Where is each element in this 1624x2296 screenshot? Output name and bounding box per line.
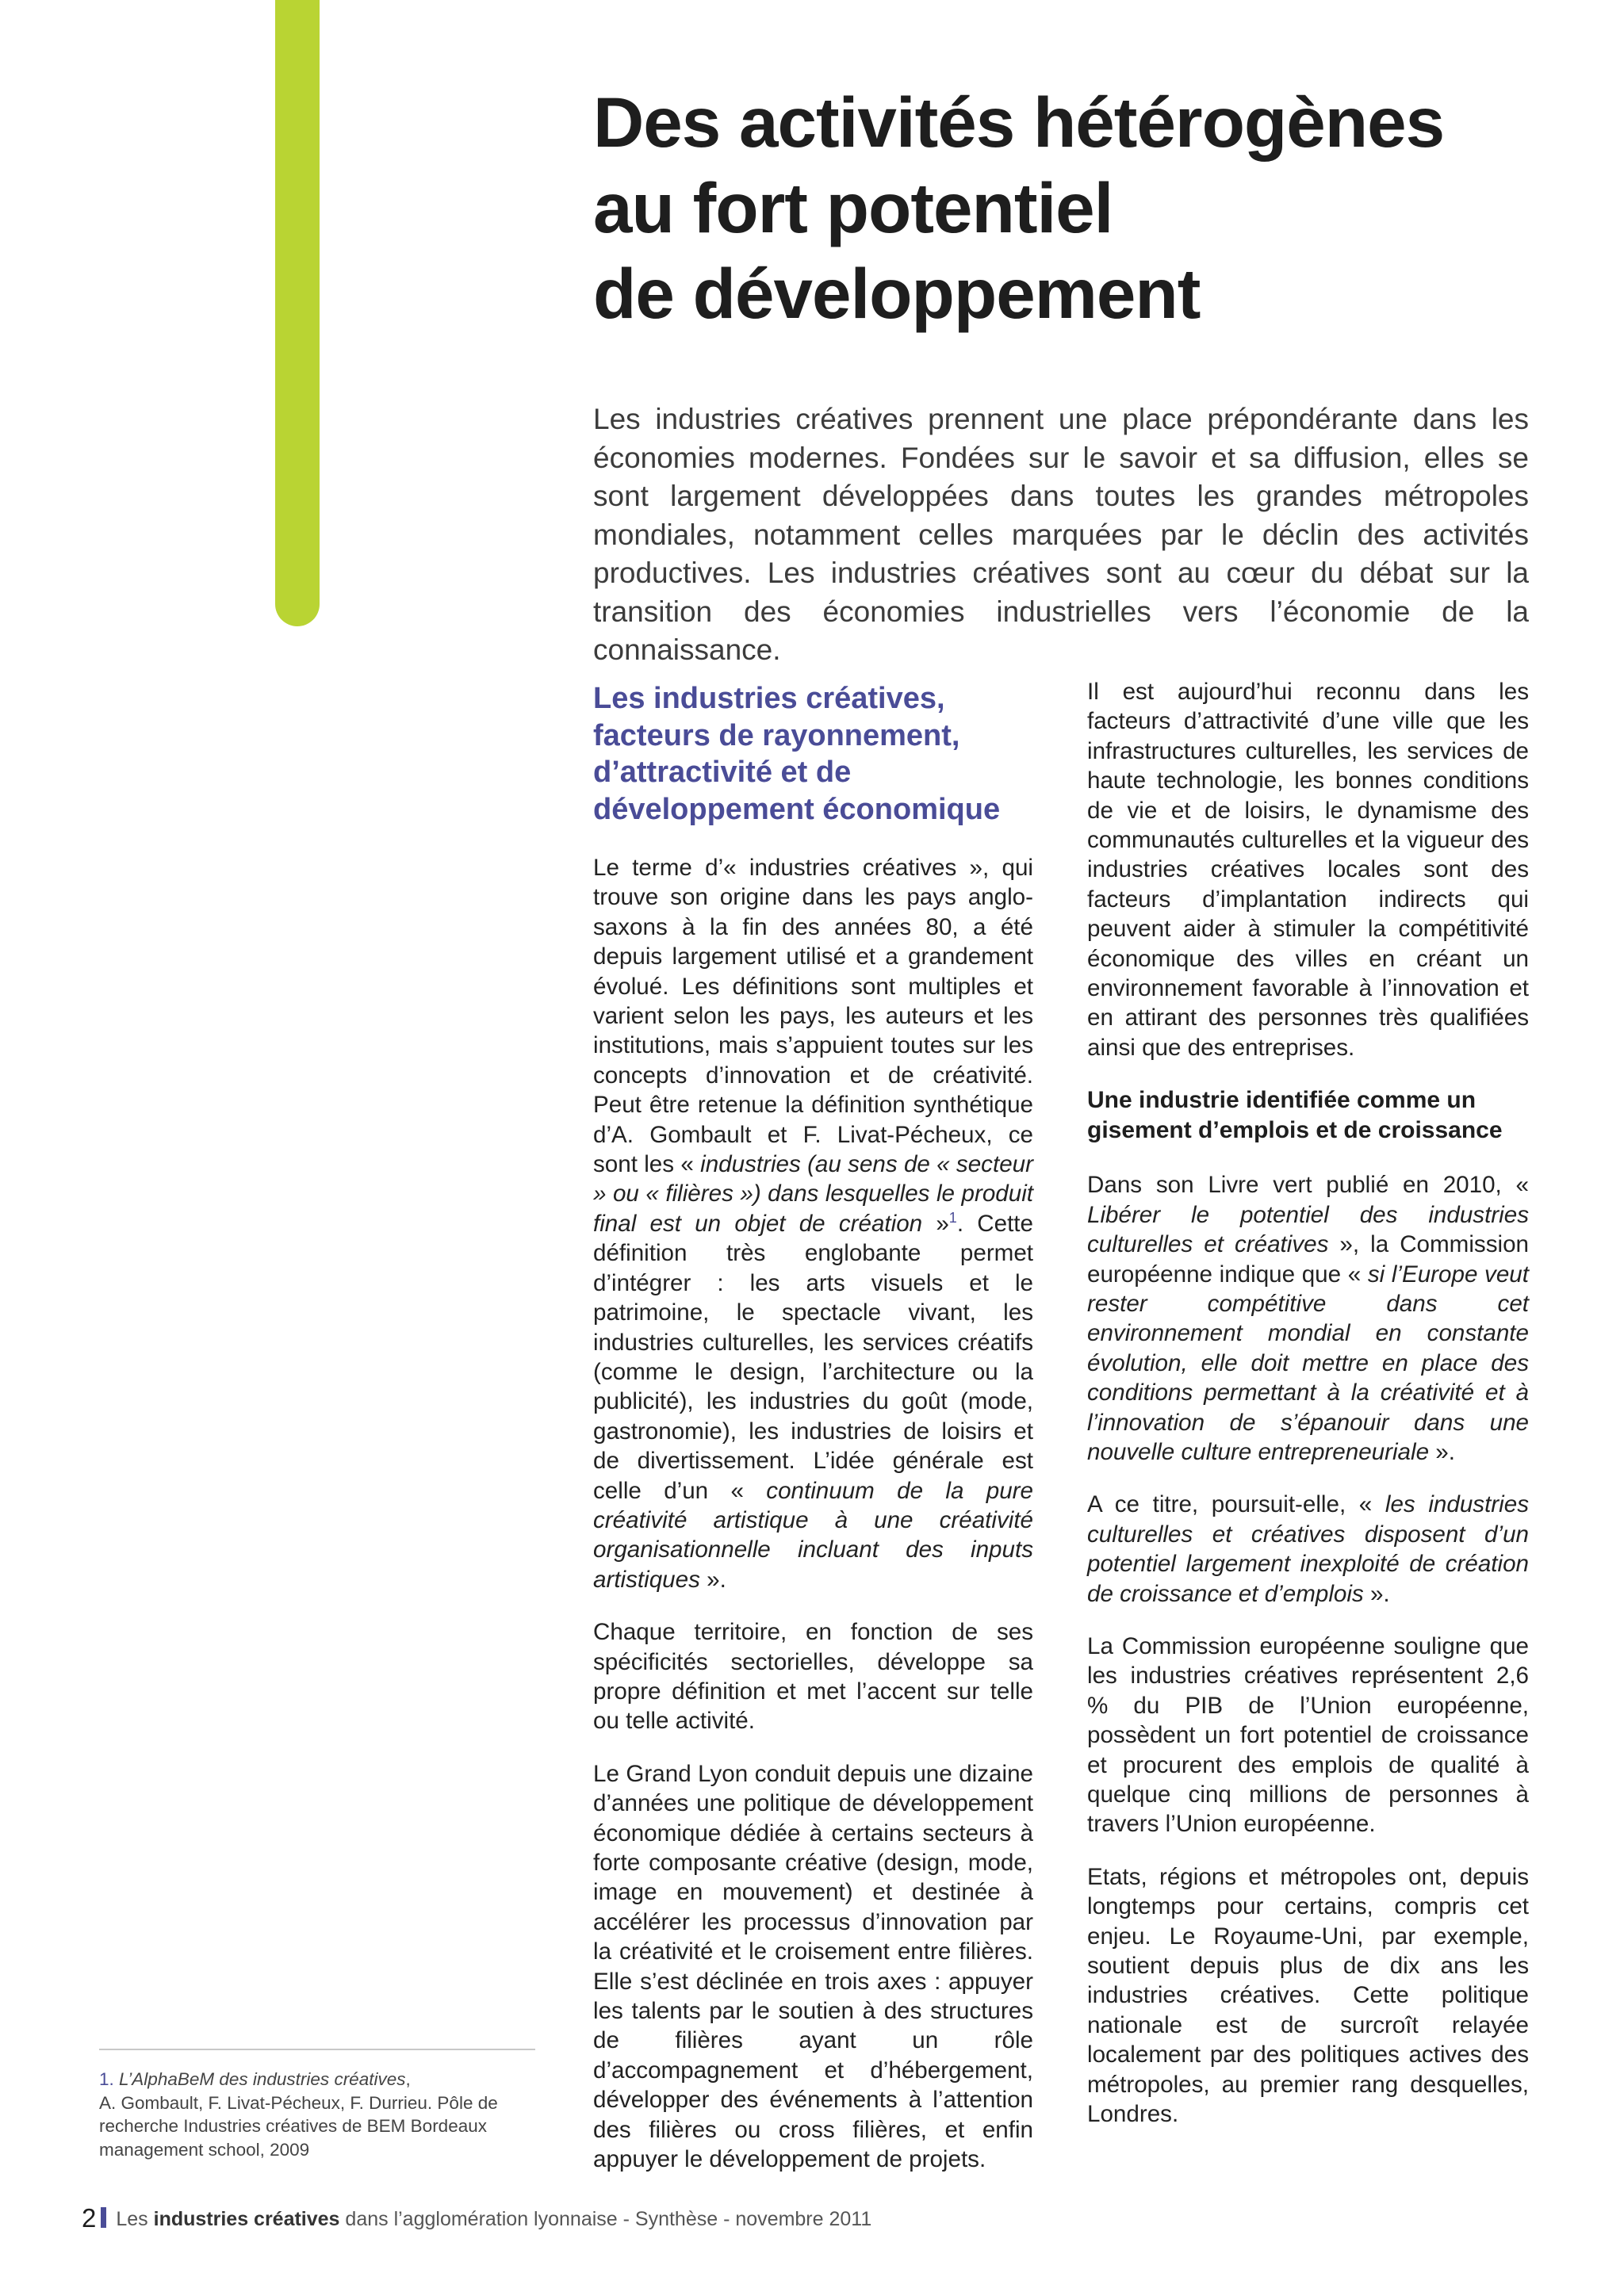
right-paragraph-1: Il est aujourd’hui reconnu dans les facteurs d’attractivité d’une ville que les infrastructures culturelles, les services de haute technologie, les bonnes conditions de vie et de loisirs, le dynamisme des communautés culturelles et la vigueur des industries créatives locales sont des facteurs d’implantation indirects qui peuvent aider à stimuler la compétitivité économique des villes en créant un environnement favorable à l’innovation et en attirant des personnes très qualifiées ainsi que des entreprises. [1087, 679, 1529, 1061]
right-paragraph-3: A ce titre, poursuit-elle, « les industries culturelles et créatives disposent d’un potentiel largement inexploité de création de croissance et d’emplois ». [1087, 1491, 1529, 1607]
page-number: 2 [82, 2203, 97, 2233]
footnote-number: 1. [99, 2069, 114, 2089]
footnote-divider [99, 2049, 535, 2050]
page-footer: 2 Les industries créatives dans l’agglomération lyonnaise - Synthèse - novembre 2011 [82, 2203, 872, 2233]
title-line-2: au fort potentiel [593, 168, 1113, 247]
right-paragraph-5: Etats, régions et métropoles ont, depuis longtemps pour certains, compris cet enjeu. Le Royaume-Uni, par exemple, soutient depuis plus de dix ans les industries créatives. Cette politique nationale est de surcroît relayée localement par des politiques actives des métropoles, au premier rang desquelles, Londres. [1087, 1863, 1529, 2128]
section-heading: Les industries créatives, facteurs de rayonnement, d’attractivité et de développement économique [593, 682, 1001, 826]
title-line-1: Des activités hétérogènes [593, 82, 1445, 162]
footnote-ref: 1 [948, 1210, 957, 1226]
footer-separator [101, 2207, 106, 2228]
right-paragraph-2: Dans son Livre vert publié en 2010, « Libérer le potentiel des industries culturelles et créatives », la Commission européenne indique que « si l’Europe veut rester compétitive dans cet environnement mondial en constante évolution, elle doit mettre en place des conditions permettant à la créativité et à l’innovation de s’épanouir dans une nouvelle culture entrepreneuriale ». [1087, 1172, 1529, 1465]
intro-paragraph: Les industries créatives prennent une place prépondérante dans les économies modernes. Fondées sur le savoir et sa diffusion, elles se sont largement développées dans toutes les grandes métropoles mondiales, notamment celles marquées par le déclin des activités productives. Les industries créatives sont au cœur du débat sur la transition des économies industrielles vers l’économie de la connaissance. [593, 403, 1529, 666]
page-title [593, 79, 1584, 336]
sub-heading: Une industrie identifiée comme un gisement d’emplois et de croissance [1087, 1087, 1503, 1143]
left-column [593, 680, 1033, 2197]
right-paragraph-4: La Commission européenne souligne que les industries créatives représentent 2,6 % du PIB de l’Union européenne, possèdent un fort potentiel de croissance et procurent des emplois de qualité à quelque cinq millions de personnes à travers l’Union européenne. [1087, 1632, 1529, 1838]
title-line-3: de développement [593, 254, 1201, 333]
right-column [1087, 680, 1529, 2152]
left-paragraph-1: Le terme d’« industries créatives », qui trouve son origine dans les pays anglo-saxons à la fin des années 80, a été depuis largement utilisé et a grandement évolué. Les définitions sont multiples et varient selon les pays, les auteurs et les institutions, mais s’appuient toutes sur les concepts d’innovation et de créativité. Peut être retenue la définition synthétique d’A. Gombault et F. Livat-Pécheux, ce sont les « industries (au sens de « secteur » ou « filières ») dans lesquelles le produit final est un objet de création »$^1$. Cette définition très englobante permet d’intégrer : les arts visuels et le patrimoine, le spectacle vivant, les industries culturelles, les services créatifs (comme le design, l’architecture ou la publicité), les industries du goût (mode, gastronomie), les industries de loisirs et de divertissement. L’idée générale est celle d’un « continuum de la pure créativité artistique à une créativité organisationnelle incluant des inputs artistiques ». [593, 855, 1033, 1593]
left-paragraph-3: Le Grand Lyon conduit depuis une dizaine d’années une politique de développement économique dédiée à certains secteurs à forte composante créative (design, mode, image en mouvement) et destinée à accélérer les processus d’innovation par la créativité et le croisement entre filières. Elle s’est déclinée en trois axes : appuyer les talents par le soutien à des structures de filières ayant un rôle d’accompagnement et d’hébergement, développer des événements à l’attention des filières ou cross filières, et enfin appuyer le développement de projets. [593, 1760, 1033, 2173]
footnote: 1. L’AlphaBeM des industries créatives, A. Gombault, F. Livat-Pécheux, F. Durrieu. Pôle de recherche Industries créatives de BEM Bordeaux management school, 2009 [99, 2069, 498, 2160]
left-paragraph-2: Chaque territoire, en fonction de ses spécificités sectorielles, développe sa propre définition et met l’accent sur telle ou telle activité. [593, 1619, 1033, 1735]
accent-bar [275, 0, 320, 626]
